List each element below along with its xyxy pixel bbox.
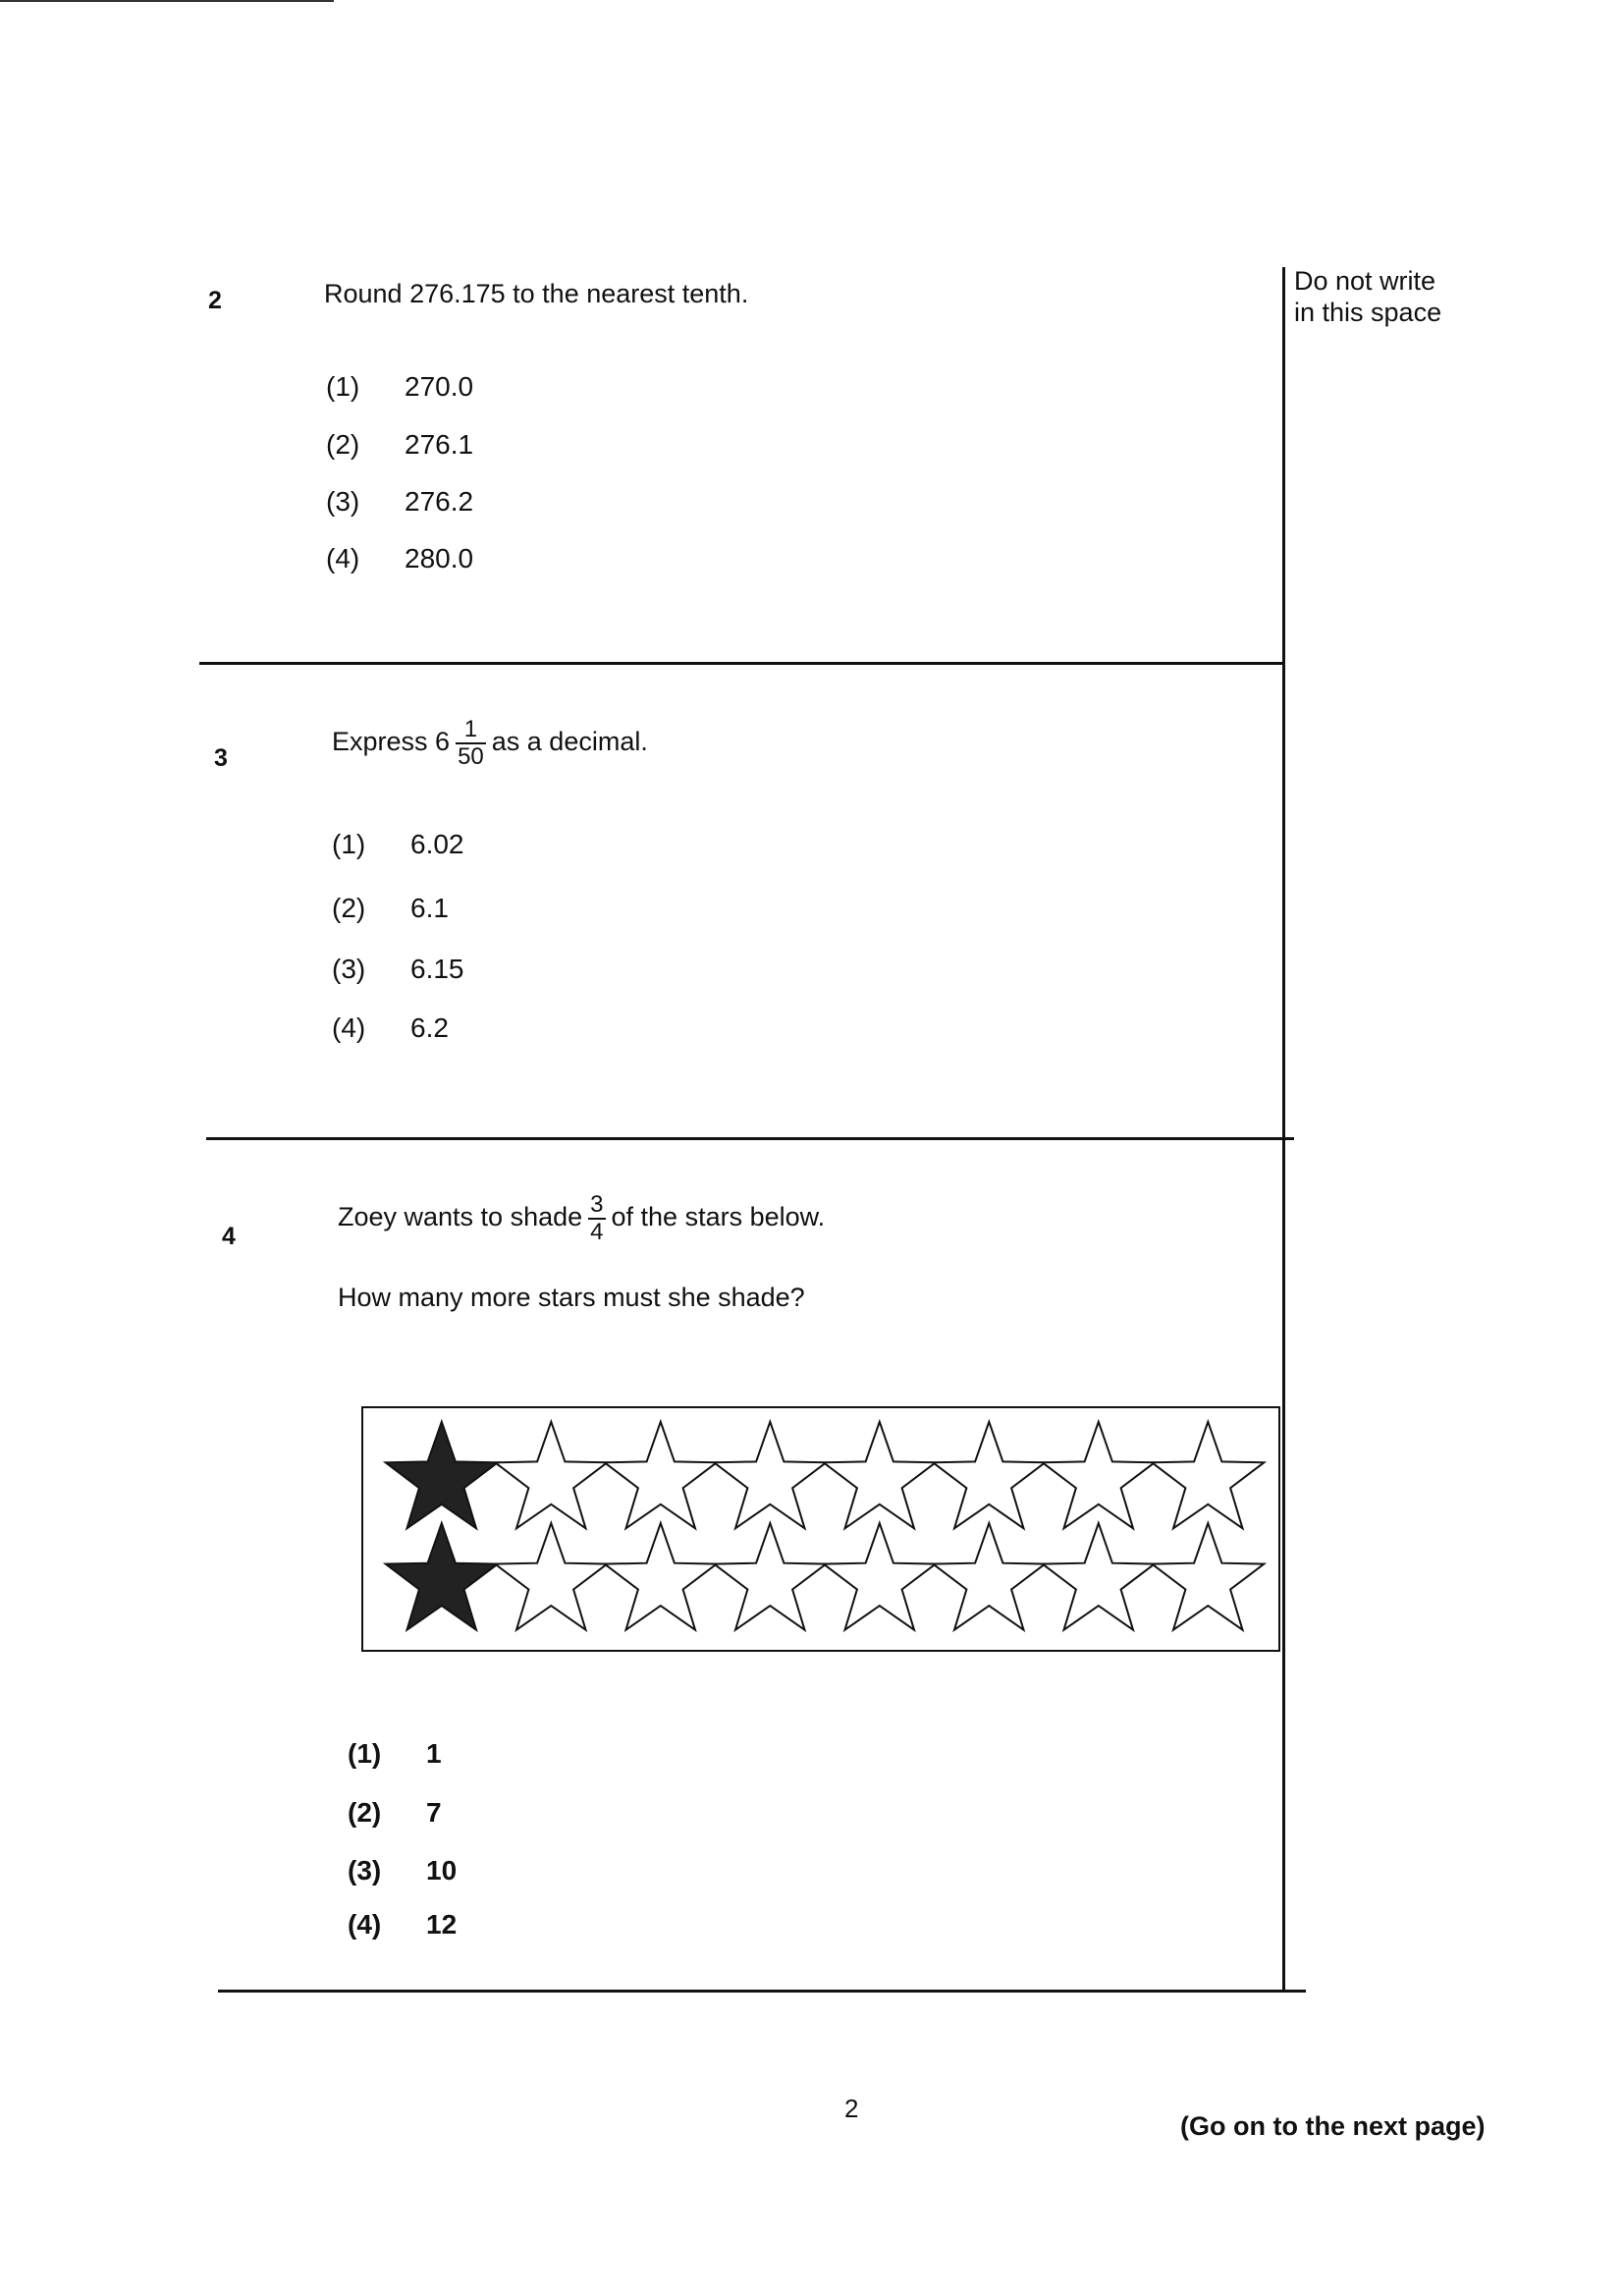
- unshaded-star-icon: [1043, 1523, 1155, 1630]
- unshaded-star-icon: [824, 1422, 936, 1529]
- question-2-text: Round 276.175 to the nearest tenth.: [324, 279, 749, 308]
- option-value: 6.02: [410, 829, 464, 859]
- option-label: (3): [326, 486, 360, 517]
- unshaded-star-icon: [605, 1422, 717, 1529]
- option-value: 6.2: [410, 1012, 449, 1043]
- unshaded-star-icon: [714, 1422, 826, 1529]
- fraction-numerator: 1: [456, 717, 486, 744]
- option-value: 276.1: [405, 429, 474, 460]
- fraction-denominator: 50: [458, 743, 484, 770]
- unshaded-star-icon: [824, 1523, 936, 1630]
- question-3-option-1: [332, 829, 464, 860]
- question-3-text: [332, 717, 648, 770]
- question-4-number: 4: [222, 1223, 236, 1250]
- question-2-option-3: [326, 486, 473, 518]
- question-4-text-after: of the stars below.: [611, 1202, 826, 1232]
- question-3-option-3: [332, 954, 464, 985]
- unshaded-star-icon: [1152, 1523, 1264, 1630]
- unshaded-star-icon: [933, 1422, 1045, 1529]
- option-label: (1): [326, 371, 360, 402]
- question-3-text-before: Express 6: [332, 727, 451, 757]
- next-page-note: (Go on to the next page): [1180, 2111, 1486, 2141]
- option-value: 7: [426, 1797, 442, 1828]
- option-label: (3): [332, 954, 366, 984]
- divider-1: [199, 662, 1285, 665]
- page-number: 2: [844, 2094, 859, 2123]
- question-3-option-4: [332, 1012, 449, 1044]
- unshaded-star-icon: [495, 1523, 607, 1630]
- unshaded-star-icon: [714, 1523, 826, 1630]
- fraction-numerator: 3: [590, 1191, 604, 1218]
- option-value: 10: [426, 1855, 458, 1886]
- shaded-star-icon: [386, 1523, 498, 1630]
- option-value: 270.0: [405, 371, 474, 402]
- option-label: (4): [348, 1909, 382, 1940]
- question-4-text-before: Zoey wants to shade: [338, 1202, 583, 1232]
- fraction-denominator: 4: [590, 1219, 604, 1245]
- question-2-option-2: [326, 429, 473, 461]
- unshaded-star-icon: [605, 1523, 717, 1630]
- option-value: 12: [426, 1909, 458, 1940]
- fraction: [456, 717, 486, 770]
- option-label: (1): [348, 1738, 382, 1769]
- unshaded-star-icon: [933, 1523, 1045, 1630]
- fraction: [588, 1192, 605, 1245]
- option-label: (2): [332, 893, 366, 923]
- question-2-option-1: [326, 371, 473, 403]
- stars-figure: [361, 1406, 1280, 1652]
- option-label: (2): [326, 429, 360, 460]
- option-value: 276.2: [405, 486, 474, 517]
- unshaded-star-icon: [1043, 1422, 1155, 1529]
- stars-svg: [363, 1408, 1278, 1650]
- question-4-option-4: [348, 1909, 457, 1941]
- question-4-option-2: [348, 1797, 442, 1829]
- option-label: (4): [332, 1012, 366, 1043]
- question-4-option-1: [348, 1738, 442, 1770]
- question-3-option-2: [332, 893, 449, 924]
- question-4-option-3: [348, 1855, 457, 1886]
- top-rule: [0, 0, 334, 2]
- question-4-text: [338, 1192, 825, 1245]
- question-3-number: 3: [214, 744, 228, 772]
- unshaded-star-icon: [495, 1422, 607, 1529]
- divider-2: [206, 1137, 1294, 1140]
- option-label: (1): [332, 829, 366, 859]
- option-label: (2): [348, 1797, 382, 1828]
- option-value: 6.15: [410, 954, 464, 984]
- option-value: 1: [426, 1738, 442, 1769]
- divider-3: [218, 1990, 1306, 1993]
- margin-note-line2: in this space: [1294, 298, 1442, 327]
- option-value: 280.0: [405, 543, 474, 574]
- question-3-text-after: as a decimal.: [491, 727, 648, 757]
- unshaded-star-icon: [1152, 1422, 1264, 1529]
- margin-note-line1: Do not write: [1294, 266, 1436, 296]
- option-label: (3): [348, 1855, 382, 1886]
- question-2-number: 2: [208, 287, 222, 314]
- question-2-option-4: [326, 543, 473, 574]
- margin-note: [1294, 265, 1490, 328]
- option-value: 6.1: [410, 893, 449, 923]
- option-label: (4): [326, 543, 360, 574]
- question-4-text2: How many more stars must she shade?: [338, 1283, 805, 1312]
- shaded-star-icon: [386, 1422, 498, 1529]
- margin-divider: [1282, 267, 1285, 1991]
